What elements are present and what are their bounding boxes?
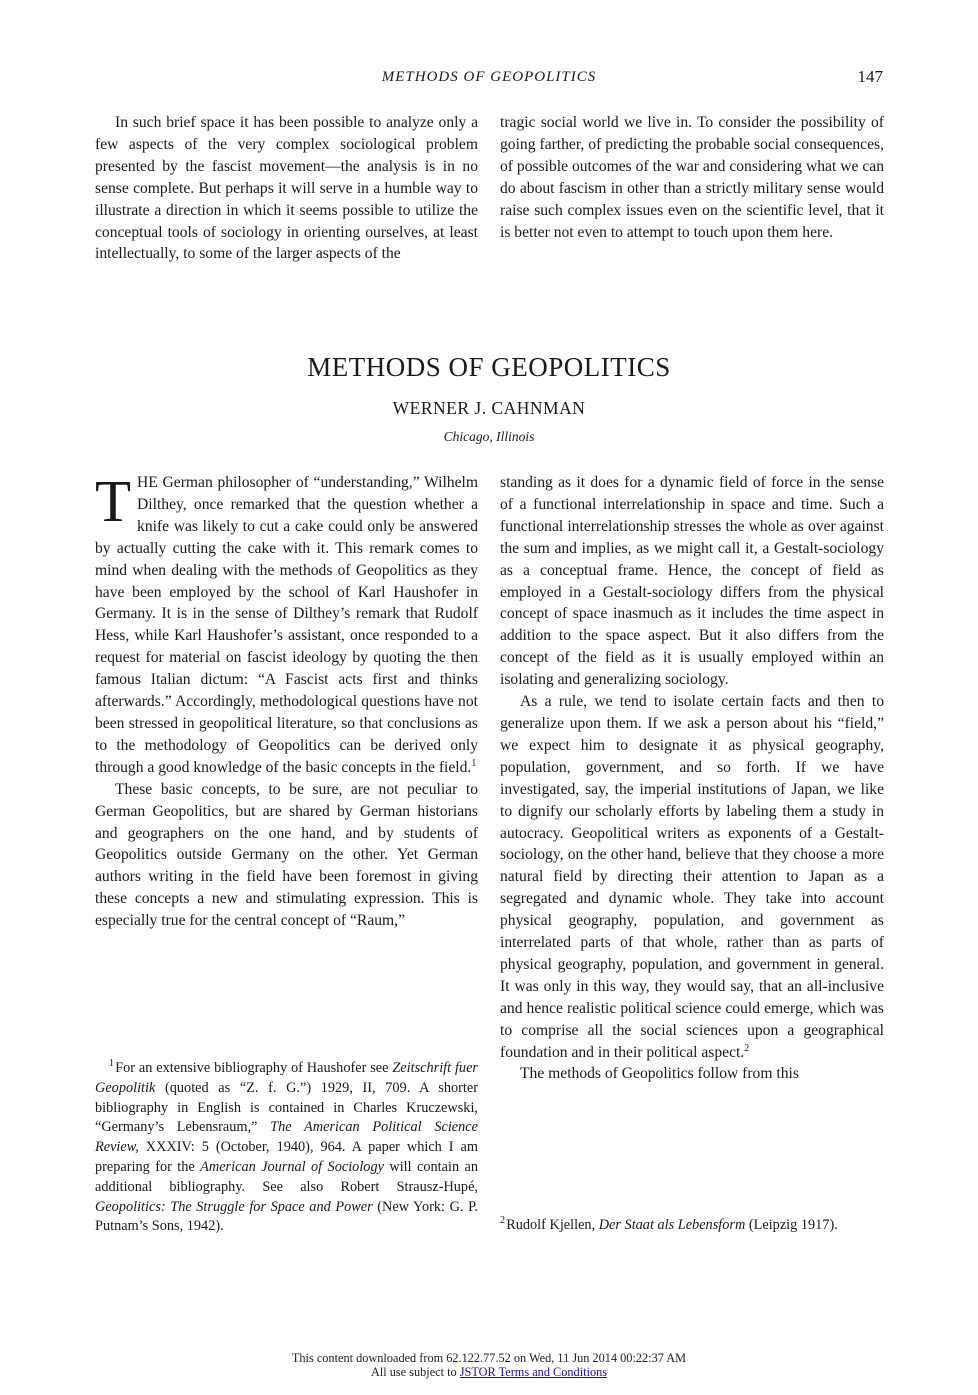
running-head bbox=[0, 67, 978, 91]
jstor-notice bbox=[0, 1351, 978, 1379]
footnote-2-text-b: (Leipzig 1917). bbox=[748, 1217, 838, 1233]
jstor-terms-prefix: All use subject to bbox=[370, 1365, 457, 1379]
article-author: WERNER J. CAHNMAN bbox=[392, 398, 586, 418]
footnote-ref-1[interactable]: 1 bbox=[471, 757, 477, 769]
article-title: METHODS OF GEOPOLITICS bbox=[307, 352, 671, 382]
footnote-1 bbox=[95, 1059, 478, 1237]
paragraph-4-text: As a rule, we tend to isolate certain facts and then to generalize upon them. If we ask a person about his “field,” we expect him to designate it as physical geography, population, government, and so forth. If we have investigated, say, the imperial institutions of Japan, we like to dignify our scholarly efforts by labeling them a study in autocracy. Geopolitical writers as exponents of a Gestalt-sociology, on the other hand, believe that they choose a more natural field by directing their attention to Japan as a segregated and dynamic whole. They take into account physical geography, population, and government as interrelated parts of that whole, rather than as parts of physical geography, population, and government in general. It was only in this way, they would say, that an all-inclusive and hence realistic political science could emerge, which was to comprise all the social sciences upon a geographical foundation and in their political aspect. bbox=[500, 693, 884, 1061]
jstor-download-line: This content downloaded from 62.122.77.52 on Wed, 11 Jun 2014 00:22:37 AM bbox=[291, 1351, 687, 1365]
footnote-2-mark: 2 bbox=[500, 1215, 505, 1227]
footnote-1-text-e: (New York: G. P. Putnam’s Sons, 1942). bbox=[95, 1198, 479, 1235]
article-paragraph-2: These basic concepts, to be sure, are not peculiar to German Geopolitics, but are shared by German historians and geographers on the one hand, and by students of Geopolitics outside Germany on the other. Yet German authors writing in the field have been foremost in giving these concepts a new and stimulating expression. This is especially true for the central concept of “Raum,” bbox=[95, 780, 478, 930]
footnote-1-mark: 1 bbox=[109, 1058, 114, 1070]
jstor-terms-line bbox=[0, 1365, 978, 1379]
footnote-1-italic-b: The American Political Science Review, bbox=[95, 1119, 478, 1156]
footnote-1-text-a: For an extensive bibliography of Haushofer see bbox=[115, 1060, 389, 1076]
article-right-column bbox=[500, 472, 884, 1085]
footnote-1-italic-d: Geopolitics: The Struggle for Space and Power bbox=[95, 1198, 373, 1215]
jstor-terms-link[interactable]: JSTOR Terms and Conditions bbox=[459, 1365, 608, 1379]
drop-cap: T bbox=[95, 468, 132, 534]
article-paragraph-1 bbox=[95, 468, 478, 779]
footnote-1-text-c: XXXIV: 5 (October, 1940), 964. A paper which I am preparing for the bbox=[95, 1139, 478, 1175]
footnote-2-text-a: Rudolf Kjellen, bbox=[506, 1217, 596, 1233]
footnote-2-italic-a: Der Staat als Lebensform bbox=[598, 1217, 746, 1233]
previous-article-paragraph-right: tragic social world we live in. To consider the possibility of going farther, of predicting the probable social consequences, of possible outcomes of the war and considering what we can do about fascism in other than a strictly military sense would raise such complex issues even on the scientific level, that it is better not even to attempt to touch upon them here. bbox=[500, 114, 884, 241]
footnote-1-italic-c: American Journal of Sociology bbox=[200, 1158, 384, 1175]
article-paragraph-4 bbox=[500, 691, 884, 1063]
article-left-column bbox=[95, 468, 478, 932]
footnote-2 bbox=[496, 1216, 884, 1236]
article-affiliation: Chicago, Illinois bbox=[443, 429, 535, 444]
article-paragraph-5: The methods of Geopolitics follow from this bbox=[520, 1065, 799, 1083]
footnote-1-text-b: (quoted as “Z. f. G.”) 1929, II, 709. A shorter bibliography in English is contained in Charles Kruczewski, “Germany’s Lebensraum,” bbox=[95, 1079, 478, 1136]
page-number: 147 bbox=[857, 67, 883, 86]
previous-article-right-column bbox=[500, 112, 884, 243]
footnote-1-italic-a: Zeitschrift fuer Geopolitik bbox=[95, 1060, 478, 1096]
paragraph-1-text: HE German philosopher of “understanding,” Wilhelm Dilthey, once remarked that the question whether a knife was likely to cut a cake could only be answered by actually cutting the cake with it. This remark comes to mind when dealing with the methods of Geopolitics as they have been employed by the school of Karl Haushofer in Germany. It is in the sense of Dilthey’s remark that Rudolf Hess, while Karl Haushofer’s assistant, once responded to a request for material on fascist ideology by quoting the then famous Italian dictum: “A Fascist acts first and thinks afterwards.” Accordingly, methodological questions have not been stressed in geopolitical literature, so that conclusions as to the methodology of Geopolitics can be derived only through a good knowledge of the basic concepts in the field. bbox=[95, 474, 478, 776]
previous-article-paragraph-left: In such brief space it has been possible to analyze only a few aspects of the very complex sociological problem presented by the fascist movement—the analysis is in no sense complete. But perhaps it will serve in a humble way to illustrate a direction in which it seems possible to utilize the conceptual tools of sociology in orienting ourselves, at least intellectually, to some of the larger aspects of the bbox=[95, 114, 478, 263]
footnote-1-text-d: will contain an additional bibliography. See also Robert Strausz-Hupé, bbox=[95, 1158, 479, 1195]
footnote-ref-2[interactable]: 2 bbox=[744, 1042, 750, 1054]
previous-article-left-column bbox=[95, 112, 478, 265]
article-paragraph-3: standing as it does for a dynamic field of force in the sense of a functional interrelationship in space and time. Such a functional interrelationship stresses the whole as over against the sum and implies, as we might call it, a Gestalt-sociology as a conceptual frame. Hence, the concept of field as employed in a Gestalt-sociology differs from the physical concept of space inasmuch as it includes the time aspect in addition to the space aspect. But it also differs from the concept of the field as it is usually employed within an isolating and generalizing sociology. bbox=[500, 474, 884, 689]
running-title: METHODS OF GEOPOLITICS bbox=[381, 69, 597, 85]
